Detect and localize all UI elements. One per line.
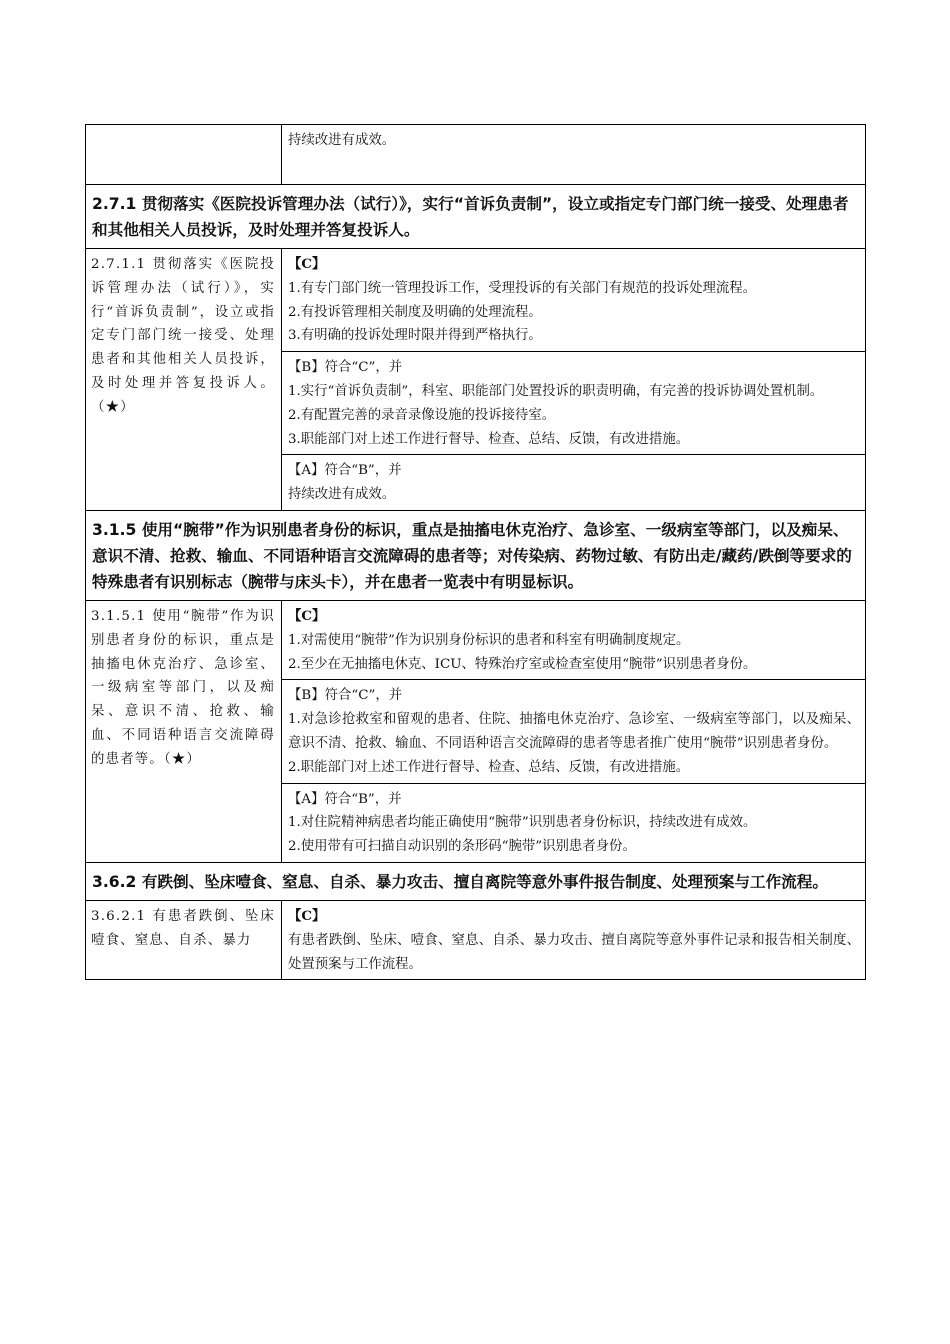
- criterion-line: 1.对急诊抢救室和留观的患者、住院、抽搐电休克治疗、急诊室、一级病室等部门，以及痴呆、意识不清、抢救、输血、不同语种语言交流障碍的患者等患者推广使用“腕带”识别患者身份。: [288, 712, 860, 751]
- criterion-line: 3.有明确的投诉处理时限并得到严格执行。: [288, 328, 542, 344]
- standards-table: [85, 124, 866, 980]
- grade-c-cell: [282, 600, 866, 679]
- grade-a-header: 【A】符合“B”，并: [288, 791, 402, 807]
- item-text: 3.1.5.1 使用“腕带”作为识别患者身份的标识，重点是抽搐电休克治疗、急诊室、一级病室等部门，以及痴呆、意识不清、抢救、输血、不同语种语言交流障碍的患者等。（★）: [91, 608, 275, 767]
- grade-c-header: 【C】: [288, 907, 326, 924]
- grade-c-cell: [282, 249, 866, 352]
- continued-cell: [282, 125, 866, 185]
- grade-b-cell: [282, 352, 866, 455]
- section-heading-3-1-5: [86, 510, 866, 600]
- criterion-line: 1.对住院精神病患者均能正确使用“腕带”识别患者身份标识，持续改进有成效。: [288, 815, 757, 831]
- criterion-line: 2.职能部门对上述工作进行督导、检查、总结、反馈，有改进措施。: [288, 759, 690, 775]
- grade-b-header: 【B】符合“C”，并: [288, 688, 403, 704]
- table-row: [86, 125, 866, 185]
- criterion-line: 1.实行“首诉负责制”，科室、职能部门处置投诉的职责明确，有完善的投诉协调处置机制。: [288, 383, 824, 399]
- table-row: [86, 600, 866, 679]
- criterion-line: 持续改进有成效。: [288, 487, 396, 503]
- table-row: [86, 249, 866, 352]
- continued-text: 持续改进有成效。: [288, 133, 396, 148]
- item-cell-3-1-5-1: [86, 600, 282, 862]
- section-row: [86, 510, 866, 600]
- item-cell-3-6-2-1: [86, 900, 282, 979]
- table-row: [86, 900, 866, 979]
- criterion-line: 1.有专门部门统一管理投诉工作，受理投诉的有关部门有规范的投诉处理流程。: [288, 280, 757, 296]
- grade-a-cell: [282, 455, 866, 511]
- grade-b-header: 【B】符合“C”，并: [288, 360, 403, 376]
- section-heading-2-7-1: [86, 185, 866, 249]
- criterion-line: 2.至少在无抽搐电休克、ICU、特殊治疗室或检查室使用“腕带”识别患者身份。: [288, 656, 757, 672]
- criterion-line: 3.职能部门对上述工作进行督导、检查、总结、反馈，有改进措施。: [288, 431, 690, 447]
- criterion-line: 有患者跌倒、坠床、噎食、窒息、自杀、暴力攻击、擅自离院等意外事件记录和报告相关制度、处置预案与工作流程。: [288, 932, 860, 972]
- section-title: 2.7.1 贯彻落实《医院投诉管理办法（试行）》，实行“首诉负责制”，设立或指定专门部门统一接受、处理患者和其他相关人员投诉，及时处理并答复投诉人。: [92, 195, 849, 239]
- section-row: [86, 862, 866, 900]
- grade-a-header: 【A】符合“B”，并: [288, 463, 402, 479]
- section-row: [86, 185, 866, 249]
- empty-left-cell: [86, 125, 282, 185]
- section-heading-3-6-2: [86, 862, 866, 900]
- grade-c-cell: [282, 900, 866, 979]
- section-title: 3.6.2 有跌倒、坠床噎食、窒息、自杀、暴力攻击、擅自离院等意外事件报告制度、处理预案与工作流程。: [92, 872, 828, 891]
- item-text: 2.7.1.1 贯彻落实《医院投诉管理办法（试行）》，实行“首诉负责制”，设立或指定专门部门统一接受、处理患者和其他相关人员投诉，及时处理并答复投诉人。（★）: [91, 257, 275, 415]
- section-title: 3.1.5 使用“腕带”作为识别患者身份的标识，重点是抽搐电休克治疗、急诊室、一级病室等部门，以及痴呆、意识不清、抢救、输血、不同语种语言交流障碍的患者等；对传染病、药物过敏、有防出走/藏药/跌倒等要求的特殊患者有识别标志（腕带与床头卡），并在患者一览表中有明显标识。: [92, 520, 852, 591]
- grade-b-cell: [282, 680, 866, 783]
- grade-c-header: 【C】: [288, 256, 326, 272]
- criterion-line: 1.对需使用“腕带”作为识别身份标识的患者和科室有明确制度规定。: [288, 632, 690, 648]
- grade-a-cell: [282, 783, 866, 862]
- grade-c-header: 【C】: [288, 607, 326, 624]
- criterion-line: 2.使用带有可扫描自动识别的条形码“腕带”识别患者身份。: [288, 839, 636, 855]
- criterion-line: 2.有投诉管理相关制度及明确的处理流程。: [288, 304, 542, 320]
- item-cell-2-7-1-1: [86, 249, 282, 511]
- criterion-line: 2.有配置完善的录音录像设施的投诉接待室。: [288, 407, 556, 423]
- item-text: 3.6.2.1 有患者跌倒、坠床噎食、窒息、自杀、暴力: [91, 908, 275, 948]
